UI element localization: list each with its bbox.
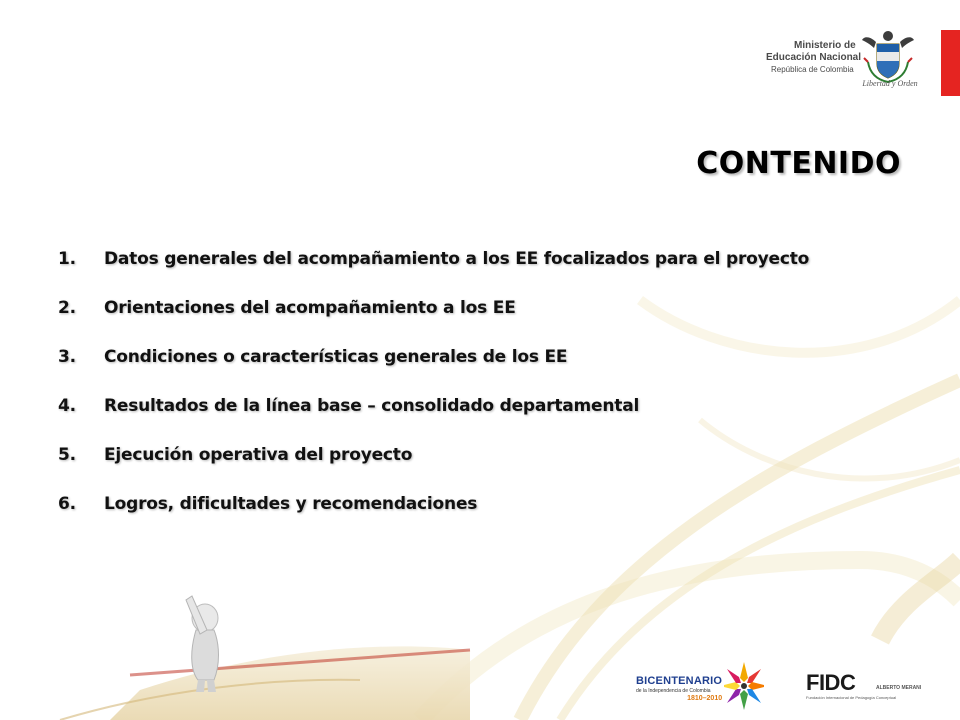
bicentenario-years: 1810–2010: [687, 695, 723, 702]
ministerio-line1: Ministerio de: [794, 40, 856, 51]
agenda-text: Orientaciones del acompañamiento a los EE: [104, 298, 516, 318]
agenda-number: 5.: [58, 445, 76, 465]
accent-bar: [941, 30, 960, 96]
bicentenario-logo: [636, 675, 722, 702]
agenda-number: 3.: [58, 347, 76, 367]
agenda-number: 1.: [58, 249, 76, 269]
bicentenario-star-icon: [724, 660, 764, 712]
bicentenario-title: BICENTENARIO: [636, 675, 723, 687]
agenda-text: Condiciones o características generales de los EE: [104, 347, 568, 367]
fidc-subtitle: Fundación Internacional de Pedagogía Conceptual: [806, 695, 897, 700]
ministerio-logo-text: [766, 40, 862, 75]
agenda-text: Resultados de la línea base – consolidado departamental: [104, 396, 640, 416]
page-title: CONTENIDO: [696, 146, 901, 181]
agenda-text: Logros, dificultades y recomendaciones: [104, 494, 478, 514]
agenda-text: Datos generales del acompañamiento a los EE focalizados para el proyecto: [104, 249, 810, 269]
bicentenario-subtitle: de la Independencia de Colombia: [636, 688, 711, 694]
agenda-number: 2.: [58, 298, 76, 318]
agenda-number: 4.: [58, 396, 76, 416]
fidc-name: ALBERTO MERANI: [876, 685, 922, 691]
fidc-logo: [806, 670, 924, 700]
fidc-letters: FIDC: [806, 670, 856, 695]
ministerio-line2: Educación Nacional: [766, 52, 862, 63]
agenda-number: 6.: [58, 494, 76, 514]
agenda-text: Ejecución operativa del proyecto: [104, 445, 413, 465]
motto: Libertad y Orden: [862, 79, 918, 88]
ministerio-line3: República de Colombia: [771, 65, 854, 74]
